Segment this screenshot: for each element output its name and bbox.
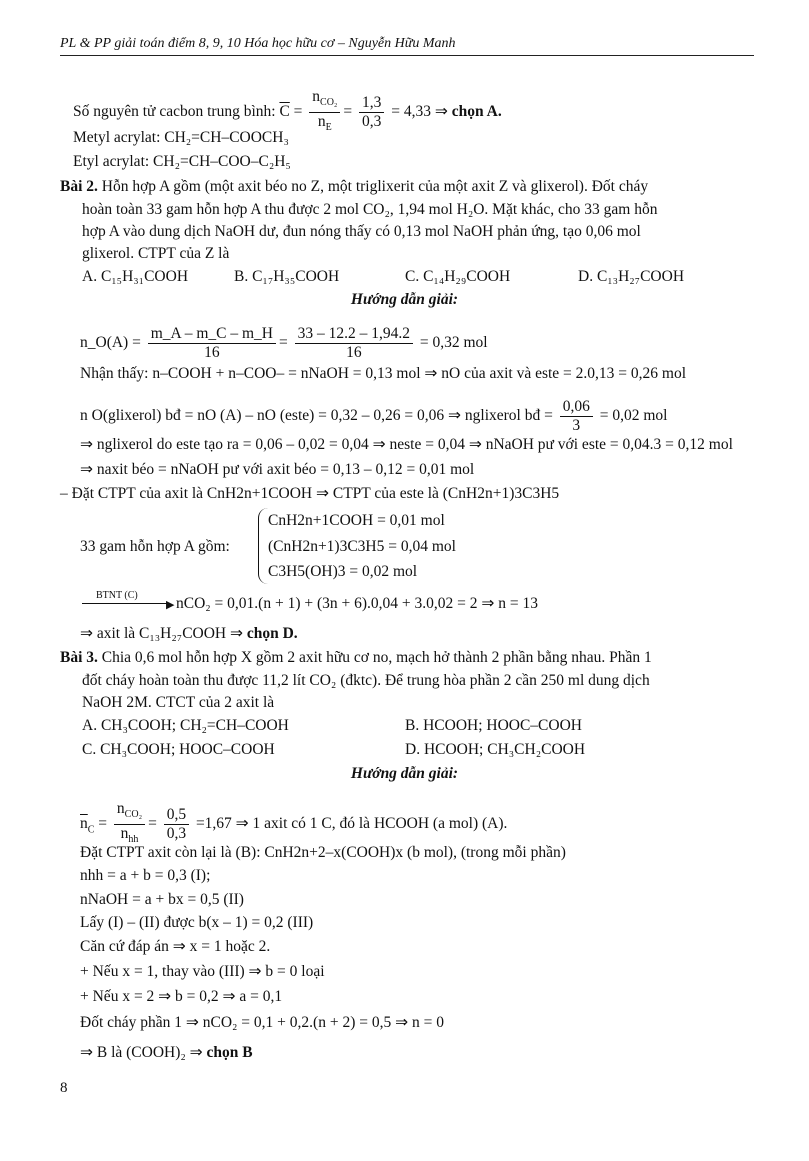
bai3-q1-text: Chia 0,6 mol hỗn hợp X gồm 2 axit hữu cơ no, mạch hở thành 2 phần bằng nhau. Phần 1 — [101, 649, 652, 666]
bai2-step4: ⇒ nglixerol do este tạo ra = 0,06 – 0,02 = 0,04 ⇒ neste = 0,04 ⇒ nNaOH pư với este = 0,04.3 = 0,12 mol — [80, 436, 733, 453]
bai3-title: Bài 3. — [60, 649, 98, 666]
bai2-step5: ⇒ naxit béo = nNaOH pư với axit béo = 0,13 – 0,12 = 0,01 mol — [80, 461, 475, 478]
bai2-question-line1 — [60, 177, 648, 197]
bai3-line8: + Nếu x = 2 ⇒ b = 0,2 ⇒ a = 0,1 — [80, 988, 283, 1005]
bai3-result1: $\overline{n}_C$ = $\frac{n_{CO_2}}{n_{hh}}$ = $\frac{0,5}{0,3}$ =1,67 ⇒ 1 axit có 1 C, đó là HCOOH (a mol) (A). — [80, 800, 507, 849]
bai2-step1-frac1: $\frac{m\_A - m\_C - m\_H}{16}$ — [148, 325, 276, 362]
bai3-frac1: $\frac{n_{CO_2}}{n_{hh}}$ — [114, 800, 145, 849]
bai3-result1-text: =1,67 ⇒ 1 axit có 1 C, đó là HCOOH (a mol) (A). — [195, 815, 508, 833]
bai3-line5: Lấy (I) – (II) được b(x – 1) = 0,2 (III) — [80, 914, 314, 931]
bai2-mixture-item3: C3H5(OH)3 = 0,02 mol — [268, 563, 418, 580]
bai2-step3 — [80, 398, 667, 435]
bai3-line7: + Nếu x = 1, thay vào (III) ⇒ b = 0 loại — [80, 963, 325, 980]
bai3-line2: Đặt CTPT axit còn lại là (B): CnH2n+2–x(COOH)x (b mol), (trong mỗi phần) — [80, 844, 566, 861]
bai2-question-line3: hợp A vào dung dịch NaOH dư, đun nóng thấy có 0,13 mol NaOH phản ứng, tạo 0,06 mol — [82, 223, 641, 240]
bai3-question-line2: đốt cháy hoàn toàn thu được 11,2 lít CO₂ (đktc). Để trung hòa phần 2 cần 250 ml dung dịch — [82, 672, 650, 689]
bai3-line9: Đốt cháy phần 1 ⇒ nCO₂ = 0,1 + 0,2.(n + 2) = 0,5 ⇒ n = 0 — [80, 1014, 444, 1031]
bai3-line6: Căn cứ đáp án ⇒ x = 1 hoặc 2. — [80, 938, 271, 955]
bai3-line3: nhh = a + b = 0,3 (I); — [80, 867, 211, 884]
etyl-acrylat: Etyl acrylat: CH₂=CH–COO–C₂H₅ — [73, 153, 291, 170]
bai2-option-b: B. C₁₇H₃₅COOH — [234, 268, 340, 285]
bai2-step3-text: n O(glixerol) bđ = nO (A) – nO (este) = 0,32 – 0,26 = 0,06 ⇒ nglixerol bđ = — [80, 407, 553, 425]
bai2-guide-title: Hướng dẫn giải: — [350, 291, 459, 308]
btnt-arrow-line — [82, 603, 168, 604]
bai2-step1-result: = 0,32 mol — [419, 334, 488, 352]
bai2-question-line2: hoàn toàn 33 gam hỗn hợp A thu được 2 mol CO₂, 1,94 mol H₂O. Mặt khác, cho 33 gam hỗn — [82, 201, 658, 218]
bai3-option-a: A. CH₃COOH; CH₂=CH–COOH — [82, 717, 289, 734]
bai2-conclusion-text: ⇒ axit là C₁₃H₂₇COOH ⇒ — [80, 625, 243, 642]
avg-carbon-calc: = 4,33 ⇒ — [391, 103, 448, 121]
bai3-line10-text: ⇒ B là (COOH)₂ ⇒ — [80, 1044, 203, 1061]
bai3-question-line3: NaOH 2M. CTCT của 2 axit là — [82, 694, 275, 711]
bai3-line10-choice: chọn B — [206, 1044, 253, 1061]
bai3-guide-title: Hướng dẫn giải: — [350, 765, 459, 782]
bai2-step1-frac2: $\frac{33 - 12.2 - 1,94.2}{16}$ — [295, 325, 413, 362]
avg-carbon-choice: chọn A. — [451, 103, 502, 121]
bai2-step3-frac: $\frac{0,06}{3}$ — [560, 398, 593, 435]
bai3-option-b: B. HCOOH; HOOC–COOH — [405, 717, 582, 734]
bai2-mixture-item1: CnH2n+1COOH = 0,01 mol — [268, 512, 445, 529]
bai2-conclusion-choice: chọn D. — [246, 625, 298, 642]
bai2-option-a: A. C₁₅H₃₁COOH — [82, 268, 189, 285]
bai3-question-line1 — [60, 648, 652, 668]
header-divider — [60, 55, 754, 56]
bai2-title: Bài 2. — [60, 178, 98, 195]
bai3-line10 — [80, 1043, 253, 1063]
bai2-option-c: C. C₁₄H₂₉COOH — [405, 268, 511, 285]
avg-carbon-line: Số nguyên tử cacbon trung bình: $\overline{C}$ = $\frac{n_{CO_2}}{n_E}$ = $\frac{1,3}{0,3}$ = 4,33 ⇒ chọn A. — [73, 88, 502, 137]
bai2-mixture-label: 33 gam hỗn hợp A gồm: — [80, 538, 230, 555]
bai2-step6: – Đặt CTPT của axit là CnH2n+1COOH ⇒ CTPT của este là (CnH2n+1)3C3H5 — [60, 485, 560, 502]
btnt-arrowhead-icon: ▶ — [166, 599, 175, 611]
bai3-line4: nNaOH = a + bx = 0,5 (II) — [80, 891, 244, 908]
bai2-question-line4: glixerol. CTPT của Z là — [82, 245, 230, 262]
bai2-step3-result: = 0,02 mol — [599, 407, 668, 425]
bai3-option-d: D. HCOOH; CH₃CH₂COOH — [405, 741, 586, 758]
avg-carbon-frac2: $\frac{1,3}{0,3}$ — [359, 94, 384, 131]
avg-carbon-frac1: $\frac{n_{CO_2}}{n_E}$ — [309, 88, 340, 137]
bai3-option-c: C. CH₃COOH; HOOC–COOH — [82, 741, 275, 758]
bai2-option-d: D. C₁₃H₂₇COOH — [578, 268, 685, 285]
bai2-step2: Nhận thấy: n–COOH + n–COO– = nNaOH = 0,13 mol ⇒ nO của axit và este = 2.0,13 = 0,26 mol — [80, 365, 687, 382]
page-number: 8 — [60, 1080, 68, 1096]
bai3-frac2: $\frac{0,5}{0,3}$ — [164, 806, 189, 843]
bai2-step1: n_O(A) = $\frac{m\_A - m\_C - m\_H}{16}$ = $\frac{33 - 12.2 - 1,94.2}{16}$ = 0,32 mol — [80, 325, 488, 361]
btnt-label: BTNT (C) — [96, 590, 138, 601]
bai2-q1-text: Hỗn hợp A gồm (một axit béo no Z, một triglixerit của một axit Z và glixerol). Đốt cháy — [101, 178, 649, 195]
bai2-mixture-item2: (CnH2n+1)3C3H5 = 0,04 mol — [268, 538, 456, 555]
bai2-conclusion — [80, 624, 298, 644]
page-header: PL & PP giải toán điểm 8, 9, 10 Hóa học hữu cơ – Nguyễn Hữu Manh — [60, 36, 456, 51]
bai2-btnt-equation: nCO₂ = 0,01.(n + 1) + (3n + 6).0,04 + 3.0,02 = 2 ⇒ n = 13 — [176, 595, 539, 612]
avg-carbon-label: Số nguyên tử cacbon trung bình: — [73, 103, 276, 121]
bai2-step1-lhs: n_O(A) = — [80, 334, 141, 352]
metyl-acrylat: Metyl acrylat: CH₂=CH–COOCH₃ — [73, 129, 289, 146]
